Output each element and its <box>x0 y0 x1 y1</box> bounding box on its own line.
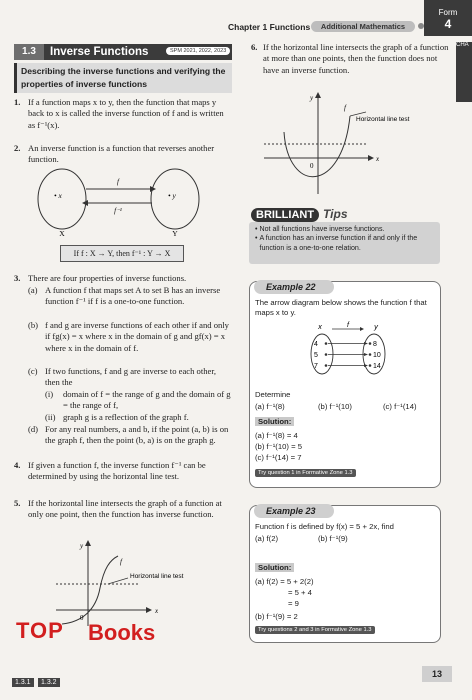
x-element: • x <box>54 191 62 200</box>
tip-2: • A function has an inverse function if and only if the function is a one-to-one relation. <box>255 234 434 253</box>
tag-132: 1.3.2 <box>38 678 60 687</box>
form-tab <box>424 0 472 36</box>
item-3d-text: For any real numbers, a and b, if the point (a, b) is on the graph f, then the point (b, a) is on the graph g. <box>45 424 229 446</box>
not-one-to-one-graph <box>262 86 432 198</box>
set-x-label: X <box>59 229 65 237</box>
item-6-text: If the horizontal line intersects the graph of a function at more than one points, then the function does not have an inverse function. <box>263 42 449 75</box>
section-title: Inverse Functions <box>50 46 149 58</box>
ex22-solution-label: Solution: <box>255 417 294 426</box>
graph1-f-label: f <box>120 558 122 566</box>
ex22-arrow-diagram <box>298 320 398 380</box>
item-3d-label: (d) <box>28 424 39 434</box>
item-3ci-label: (i) <box>45 389 54 399</box>
ex22-try: Try question 1 in Formative Zone 1.3 <box>255 469 356 477</box>
item-5 <box>14 498 232 521</box>
inverse-caption-box: If f : X → Y, then f⁻¹ : Y → X <box>60 245 184 262</box>
item-3a <box>28 285 232 308</box>
graph2-y-label: y <box>310 94 314 102</box>
item-1 <box>14 97 232 131</box>
page-number: 13 <box>422 666 452 682</box>
item-3 <box>14 273 232 284</box>
one-to-one-graph <box>52 538 222 628</box>
ex23-s1: (a) f(2) = 5 + 2(2) <box>255 577 314 586</box>
ex22-determine: Determine <box>255 390 291 399</box>
brilliant-tips-header <box>251 205 348 223</box>
y-element: • y <box>168 191 176 200</box>
set-y-label: Y <box>172 229 178 237</box>
finv-label: f⁻¹ <box>114 207 122 215</box>
item-6 <box>251 42 451 76</box>
item-4-text: If given a function f, the inverse function f⁻¹ can be determined by using the horizontal line test. <box>28 460 206 482</box>
tag-131: 1.3.1 <box>12 678 34 687</box>
item-4 <box>14 460 232 483</box>
inverse-mapping-diagram <box>28 165 208 237</box>
item-6-number: 6. <box>251 42 258 52</box>
item-3b-label: (b) <box>28 320 39 330</box>
topbooks-logo <box>16 618 156 645</box>
logo-top: TOP <box>16 618 64 643</box>
graph2-f-label: f <box>344 104 346 112</box>
brilliant-label: BRILLIANT <box>251 208 319 222</box>
tip-1: • Not all functions have inverse functions. <box>255 225 385 233</box>
ex22-qc: (c) f⁻¹(14) <box>383 402 417 411</box>
ex23-intro: Function f is defined by f(x) = 5 + 2x, find <box>255 522 394 531</box>
ex23-s3: = 9 <box>288 599 299 608</box>
ex22-y2: 10 <box>373 352 381 359</box>
graph2-origin: 0 <box>310 162 314 170</box>
chapter-title: Chapter 1 Functions <box>228 22 311 32</box>
item-3c-label: (c) <box>28 366 38 376</box>
item-3cii-text: graph g is a reflection of the graph f. <box>63 412 189 422</box>
item-3-number: 3. <box>14 273 21 283</box>
item-1-number: 1. <box>14 97 21 107</box>
ex23-try: Try questions 2 and 3 in Formative Zone 1.3 <box>255 626 375 634</box>
tips-label: Tips <box>323 207 348 221</box>
section-header <box>14 44 232 60</box>
item-3cii-label: (ii) <box>45 412 56 422</box>
ex22-qa: (a) f⁻¹(8) <box>255 402 285 411</box>
tips-box <box>249 222 440 264</box>
item-3b <box>28 320 232 354</box>
item-3c-text: If two functions, f and g are inverse to each other, then the <box>45 366 216 388</box>
tip-2-text: A function has an inverse function if and only if the function is a one-to-one relation. <box>259 234 418 252</box>
ex23-s2: = 5 + 4 <box>288 588 312 597</box>
graph2-x-label: x <box>376 155 380 163</box>
ex22-y3: 14 <box>373 363 381 370</box>
item-3c <box>28 366 232 389</box>
spm-badge: SPM 2021, 2022, 2023 <box>166 47 230 55</box>
ex22-f-label: f <box>347 322 349 329</box>
item-3-text: There are four properties of inverse functions. <box>28 273 187 283</box>
item-2-text: An inverse function is a function that reverses another function. <box>28 143 215 165</box>
ex22-x1: 4 <box>314 341 318 348</box>
item-2 <box>14 143 232 166</box>
item-3ci-text: domain of f = the range of g and the domain of g = the range of f, <box>63 389 231 411</box>
ex23-qb: (b) f⁻¹(9) <box>318 534 348 543</box>
ex22-sa: (a) f⁻¹(8) = 4 <box>255 431 298 440</box>
ex23-qa: (a) f(2) <box>255 534 279 543</box>
graph1-y-label: y <box>80 542 84 550</box>
form-label: Form <box>438 8 458 17</box>
graph2-hline-label: Horizontal line test <box>356 116 410 123</box>
tip-1-text: Not all functions have inverse functions. <box>259 225 385 233</box>
item-2-number: 2. <box>14 143 21 153</box>
subheading: Describing the inverse functions and verifying the properties of inverse functions <box>14 63 232 93</box>
graph1-hline-label: Horizontal line test <box>130 573 184 580</box>
item-3b-text: f and g are inverse functions of each other if and only if fg(x) = x where x in the domain of g and gf(x) = x where x in the domain of f. <box>45 320 229 353</box>
item-1-text: If a function maps x to y, then the function that maps y back to x is called the inverse function of f and is written as f⁻¹(x). <box>28 97 224 130</box>
graph1-x-label: x <box>155 607 159 615</box>
chapter-side-tab <box>456 42 472 102</box>
ex22-x2: 5 <box>314 352 318 359</box>
item-3cii <box>45 412 232 423</box>
logo-books: Books <box>88 620 156 645</box>
chapter-side-label: CHA <box>456 42 469 48</box>
item-3a-label: (a) <box>28 285 38 295</box>
form-number: 4 <box>444 17 452 31</box>
f-label: f <box>117 178 119 186</box>
ex22-x-label: x <box>318 322 322 331</box>
example-23-title: Example 23 <box>254 504 334 518</box>
ex22-x3: 7 <box>314 363 318 370</box>
graph1-origin: 0 <box>80 614 84 622</box>
ex23-s4: (b) f⁻¹(9) = 2 <box>255 612 298 621</box>
item-4-number: 4. <box>14 460 21 470</box>
item-5-number: 5. <box>14 498 21 508</box>
ex22-y-label: y <box>374 322 378 331</box>
item-3ci <box>45 389 232 412</box>
section-number: 1.3 <box>14 44 44 60</box>
ex23-solution-label: Solution: <box>255 563 294 572</box>
subject-pill: Additional Mathematics <box>311 21 415 32</box>
ex22-intro: The arrow diagram below shows the function f that maps x to y. <box>255 298 427 317</box>
ex22-y1: 8 <box>373 341 377 348</box>
ex22-qb: (b) f⁻¹(10) <box>318 402 352 411</box>
ex22-sb: (b) f⁻¹(10) = 5 <box>255 442 302 451</box>
item-3a-text: A function f that maps set A to set B has an inverse function f⁻¹ if f is a one-to-one function. <box>45 285 221 307</box>
example-22-title: Example 22 <box>254 280 334 294</box>
item-5-text: If the horizontal line intersects the graph of a function at only one point, then the function has inverse function. <box>28 498 222 520</box>
example-23-box <box>249 505 441 643</box>
item-3d <box>28 424 232 447</box>
example-22-box <box>249 281 441 488</box>
ex22-sc: (c) f⁻¹(14) = 7 <box>255 453 302 462</box>
